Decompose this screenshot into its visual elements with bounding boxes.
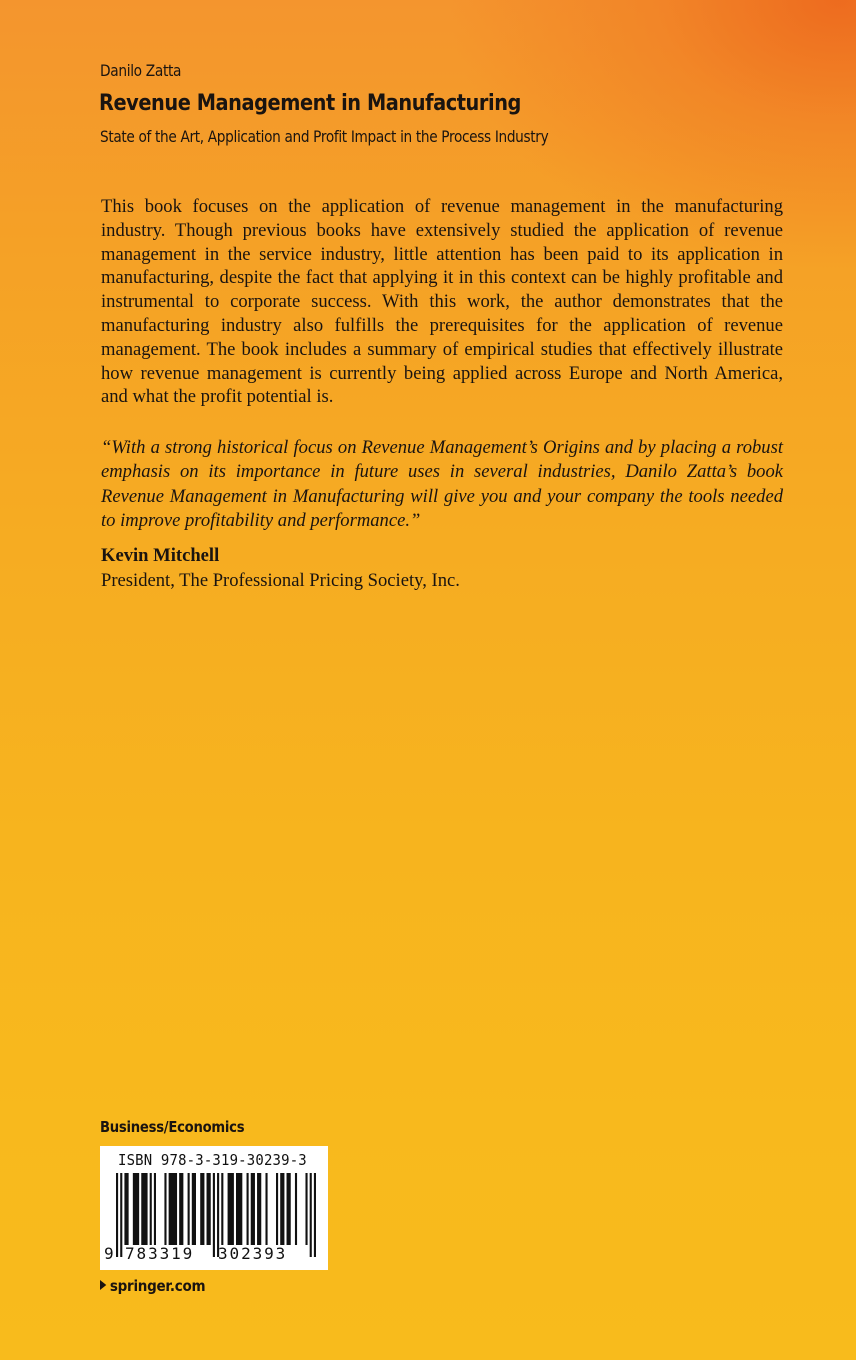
barcode-bar [251,1173,255,1245]
isbn-barcode-box [100,1146,328,1270]
barcode-bar [188,1173,190,1245]
endorsement-quote: “With a strong historical focus on Revenue Management’s Origins and by placing a robust emphasis on its importance in future uses in several industries, Danilo Zatta’s book Revenue Management in Manufacturing will give you and your company the tools needed to improve profitability and performance.” [101,437,783,532]
barcode-bar [150,1173,152,1245]
barcode-digit-first: 9 [104,1244,114,1263]
barcode-bar [164,1173,166,1245]
book-description: This book focuses on the application of revenue management in the manufacturing industry. Though previous books have extensively studied the application of revenue management in the service industry, little attention has been paid to its application in manufacturing, despite the fact that applying it in this context can be highly profitable and instrumental to corporate success. With this work, the author demonstrates that the manufacturing industry also fulfills the prerequisites for the application of revenue management. The book includes a summary of empirical studies that effectively illustrate how revenue management is currently being applied across Europe and North America, and what the profit potential is. [101,196,783,408]
publisher-link[interactable] [100,1277,205,1295]
subject-category: Business/Economics [100,1118,245,1136]
barcode-bar [179,1173,183,1245]
endorsement-author: Kevin Mitchell [101,545,220,566]
barcode-bar [192,1173,196,1245]
isbn-label: ISBN 978-3-319-30239-3 [118,1151,307,1169]
barcode-bar [280,1173,284,1245]
arrow-right-icon [100,1280,106,1290]
barcode-digits-right: 302393 [218,1244,288,1263]
barcode-bar [221,1173,223,1245]
barcode-bar [228,1173,234,1245]
barcode-bar [305,1173,307,1245]
book-subtitle: State of the Art, Application and Profit Impact in the Process Industry [100,127,549,146]
barcode-bar [276,1173,278,1245]
barcode-bar [247,1173,249,1245]
barcode-digits [104,1244,320,1264]
barcode-digits-left: 783319 [125,1244,195,1263]
barcode-bar [169,1173,177,1245]
barcode-bar [295,1173,297,1245]
endorsement-author-role: President, The Professional Pricing Society, Inc. [101,570,460,591]
publisher-link-label: springer.com [109,1277,206,1295]
barcode-bar [141,1173,147,1245]
barcode-bar [200,1173,204,1245]
barcode-bar [207,1173,211,1245]
barcode-bar [287,1173,291,1245]
barcode-bar [154,1173,156,1245]
barcode-bar [133,1173,139,1245]
barcode-bar [124,1173,128,1245]
barcode-bar [257,1173,261,1245]
barcode-bar [236,1173,242,1245]
barcode-bar [265,1173,267,1245]
book-title: Revenue Management in Manufacturing [99,91,521,116]
author-name: Danilo Zatta [100,61,182,80]
